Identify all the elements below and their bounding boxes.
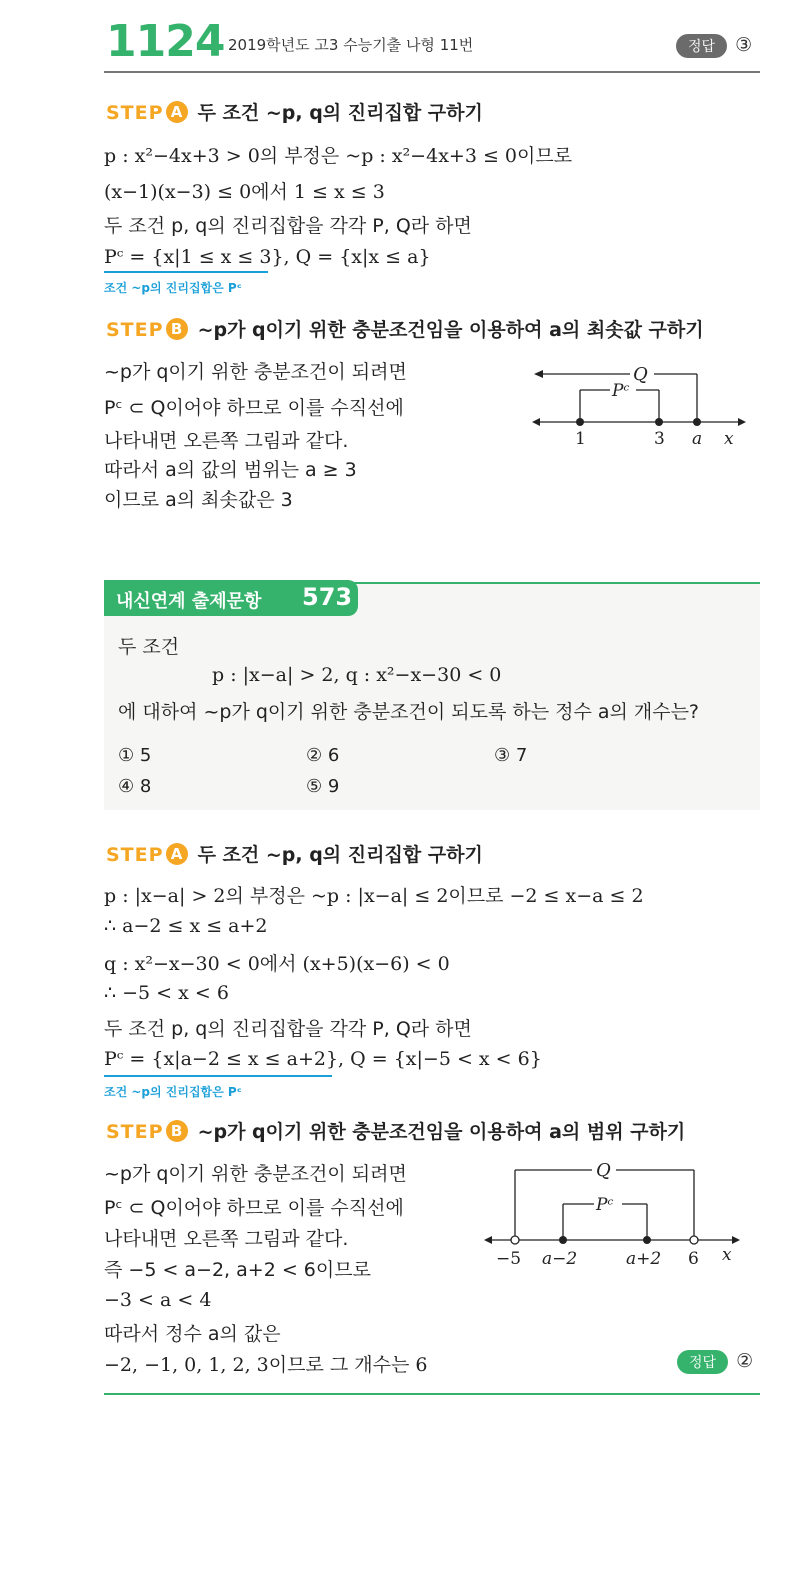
step-letter-badge: B [166, 1120, 188, 1142]
step-b-heading [106, 1117, 685, 1144]
tick-label: 6 [688, 1249, 699, 1269]
answer-badge: 정답 [677, 1350, 728, 1374]
tick-label: a+2 [626, 1249, 662, 1269]
linked-problem-tab [104, 580, 358, 616]
solution-line: 이므로 a의 최솟값은 3 [104, 489, 293, 511]
step-label: STEP [106, 319, 164, 341]
point-a-plus-2 [643, 1236, 651, 1244]
step-title: ~p가 q이기 위한 충분조건임을 이용하여 a의 범위 구하기 [197, 1121, 686, 1143]
step-b-heading [106, 315, 704, 342]
solution-line: 따라서 a의 값의 범위는 a ≥ 3 [104, 459, 357, 481]
set-label-pc: Pᶜ [612, 381, 630, 401]
answer-value: ② [736, 1350, 754, 1372]
step-title: 두 조건 ~p, q의 진리집합 구하기 [197, 102, 483, 124]
point-a-minus-2 [559, 1236, 567, 1244]
step-title: ~p가 q이기 위한 충분조건임을 이용하여 a의 최솟값 구하기 [197, 319, 704, 341]
solution-line: (x−1)(x−3) ≤ 0에서 1 ≤ x ≤ 3 [104, 181, 385, 203]
number-line-diagram-1 [530, 356, 750, 456]
step-a-heading [106, 840, 483, 867]
tick-label: 1 [575, 429, 586, 449]
linked-problem-box [104, 582, 760, 810]
tick-label: −5 [496, 1249, 522, 1269]
choice-4: ④ 8 [118, 776, 152, 797]
problem-source: 2019학년도 고3 수능기출 나형 11번 [228, 36, 474, 54]
step-title: 두 조건 ~p, q의 진리집합 구하기 [197, 844, 483, 866]
choice-5: ⑤ 9 [306, 776, 340, 797]
point-1 [576, 418, 584, 426]
set-label-q: Q [596, 1160, 611, 1181]
point-a [693, 418, 701, 426]
solution-line: ~p가 q이기 위한 충분조건이 되려면 [104, 361, 407, 383]
bottom-divider [104, 1393, 760, 1395]
step-label: STEP [106, 1121, 164, 1143]
solution-line: Pᶜ = {x|1 ≤ x ≤ 3}, Q = {x|x ≤ a} [104, 246, 431, 268]
solution-line: 두 조건 p, q의 진리집합을 각각 P, Q라 하면 [104, 1018, 472, 1040]
step-label: STEP [106, 102, 164, 124]
answer-header [676, 34, 752, 58]
solution-line: 두 조건 p, q의 진리집합을 각각 P, Q라 하면 [104, 215, 472, 237]
step-letter-badge: B [166, 318, 188, 340]
solution-line: ∴ a−2 ≤ x ≤ a+2 [104, 915, 268, 937]
point-3 [655, 418, 663, 426]
problem-intro: 두 조건 [118, 636, 180, 658]
solution-line: −2, −1, 0, 1, 2, 3이므로 그 개수는 6 [104, 1354, 428, 1376]
choice-3: ③ 7 [494, 745, 528, 766]
solution-line: Pᶜ ⊂ Q이어야 하므로 이를 수직선에 [104, 1197, 404, 1219]
tick-label: x [722, 1245, 732, 1265]
solution-line: Pᶜ ⊂ Q이어야 하므로 이를 수직선에 [104, 397, 404, 419]
choice-1: ① 5 [118, 745, 152, 766]
answer-badge: 정답 [676, 34, 727, 58]
solution-line: ∴ −5 < x < 6 [104, 982, 229, 1004]
set-label-pc: Pᶜ [596, 1195, 614, 1215]
number-line-diagram-2 [482, 1156, 744, 1276]
set-label-q: Q [633, 364, 648, 385]
tick-label: a−2 [542, 1249, 578, 1269]
solution-line: 즉 −5 < a−2, a+2 < 6이므로 [104, 1259, 371, 1281]
solution-line: 나타내면 오른쪽 그림과 같다. [104, 1228, 349, 1250]
solution-line: Pᶜ = {x|a−2 ≤ x ≤ a+2}, Q = {x|−5 < x < 6} [104, 1048, 542, 1070]
step-letter-badge: A [166, 843, 188, 865]
step-a-heading [106, 98, 483, 125]
tick-label: x [724, 429, 734, 449]
problem-conditions: p : |x−a| > 2, q : x²−x−30 < 0 [212, 664, 502, 686]
solution-line: p : x²−4x+3 > 0의 부정은 ~p : x²−4x+3 ≤ 0이므로 [104, 145, 573, 167]
note-underline [104, 271, 268, 273]
header-divider [104, 71, 760, 73]
choice-2: ② 6 [306, 745, 340, 766]
tab-number: 573 [302, 583, 353, 611]
solution-line: −3 < a < 4 [104, 1289, 212, 1311]
tick-label: 3 [654, 429, 665, 449]
step-label: STEP [106, 844, 164, 866]
note-text: 조건 ~p의 진리집합은 Pᶜ [104, 281, 242, 295]
tab-label: 내신연계 출제문항 [116, 591, 262, 612]
tick-label: a [692, 429, 703, 449]
solution-line: 나타내면 오른쪽 그림과 같다. [104, 430, 349, 452]
solution-line: q : x²−x−30 < 0에서 (x+5)(x−6) < 0 [104, 953, 450, 975]
final-answer [677, 1350, 753, 1374]
solution-line: ~p가 q이기 위한 충분조건이 되려면 [104, 1163, 407, 1185]
note-text: 조건 ~p의 진리집합은 Pᶜ [104, 1085, 242, 1099]
step-letter-badge: A [166, 101, 188, 123]
open-point-6 [690, 1236, 698, 1244]
solution-line: 따라서 정수 a의 값은 [104, 1323, 281, 1345]
answer-value: ③ [735, 34, 753, 56]
problem-number: 1124 [106, 16, 225, 67]
open-point-minus5 [511, 1236, 519, 1244]
solution-line: p : |x−a| > 2의 부정은 ~p : |x−a| ≤ 2이므로 −2 ≤ x−a ≤ 2 [104, 885, 644, 907]
problem-question: 에 대하여 ~p가 q이기 위한 충분조건이 되도록 하는 정수 a의 개수는? [118, 701, 700, 723]
note-underline [104, 1075, 332, 1077]
